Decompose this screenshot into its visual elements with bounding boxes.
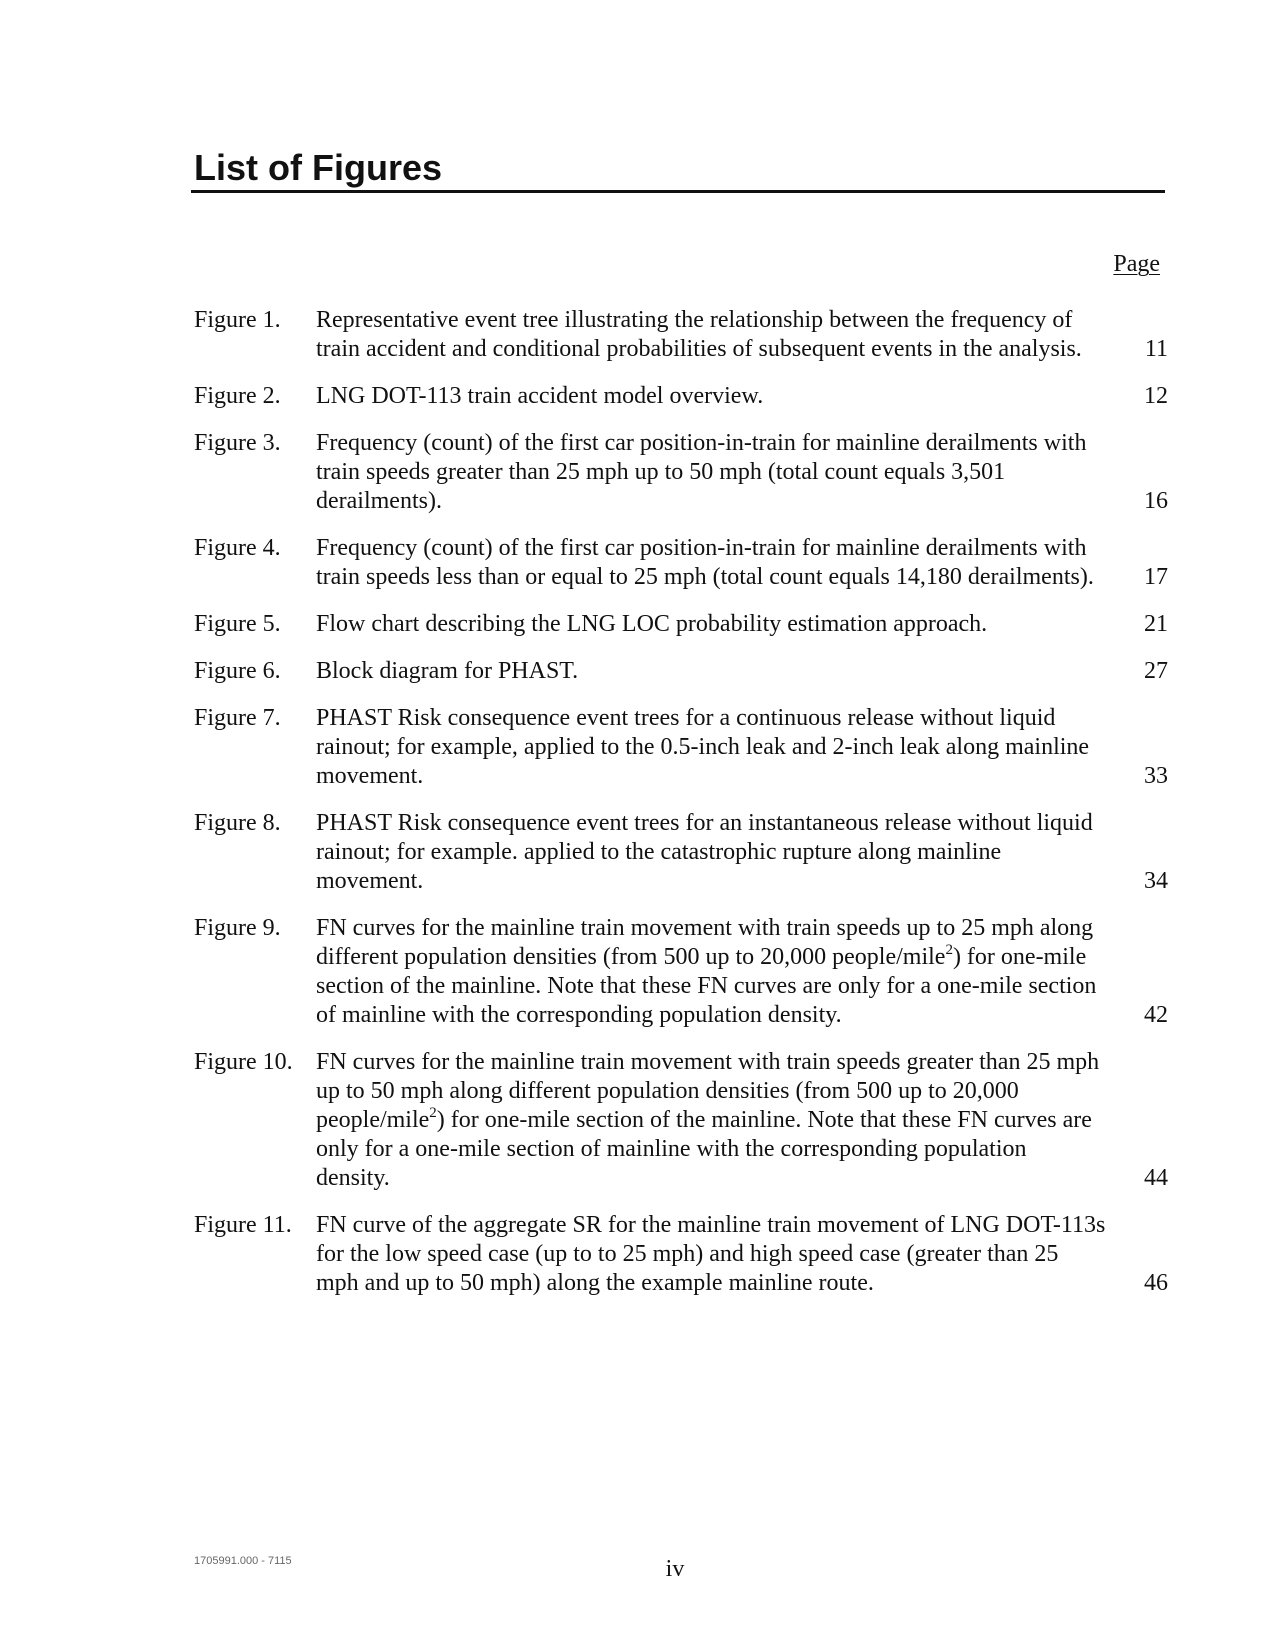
figure-page-number: 33 xyxy=(1144,763,1168,789)
caption-text: Frequency (count) of the first car position-in-train for mainline derailments with train speeds greater than 25 mph up to 50 mph (total count equals 3,501 derailments). xyxy=(316,430,1087,514)
caption-text: PHAST Risk consequence event trees for a continuous release without liquid rainout; for example, applied to the 0.5-inch leak and 2-inch leak along mainline movement. xyxy=(316,705,1090,789)
caption-text: ) for one-mile section of the mainline. Note that these FN curves are only for a one-mile section of mainline with the corresponding population density. xyxy=(316,944,1097,1028)
figure-caption xyxy=(316,1211,1106,1298)
figure-caption xyxy=(316,657,1106,686)
figure-label: Figure 11. xyxy=(194,1212,292,1238)
figure-page-number: 27 xyxy=(1144,658,1168,684)
figure-page-number: 12 xyxy=(1144,383,1168,409)
figure-page-number: 42 xyxy=(1144,1002,1168,1028)
figure-caption xyxy=(316,704,1106,791)
caption-text: Block diagram for PHAST. xyxy=(316,658,579,684)
figure-caption xyxy=(316,429,1106,516)
figure-page-number: 16 xyxy=(1144,488,1168,514)
figure-page-number: 34 xyxy=(1144,868,1168,894)
figure-caption xyxy=(316,809,1106,896)
figure-entry xyxy=(194,704,1174,791)
figure-page-number: 21 xyxy=(1144,611,1168,637)
figure-entry xyxy=(194,429,1174,516)
figure-entry xyxy=(194,809,1174,896)
figure-caption xyxy=(316,534,1106,592)
figure-caption xyxy=(316,306,1106,364)
figure-list xyxy=(194,306,1174,1316)
figure-caption xyxy=(316,610,1106,639)
figure-entry xyxy=(194,914,1174,1030)
caption-text: Frequency (count) of the first car position-in-train for mainline derailments with train speeds less than or equal to 25 mph (total count equals 14,180 derailments). xyxy=(316,535,1094,590)
figure-page-number: 17 xyxy=(1144,564,1168,590)
superscript: 2 xyxy=(429,1105,437,1121)
page-column-header: Page xyxy=(1113,251,1160,277)
figure-entry xyxy=(194,306,1174,364)
figure-caption xyxy=(316,1048,1106,1193)
figure-caption xyxy=(316,382,1106,411)
caption-text: Representative event tree illustrating the relationship between the frequency of train accident and conditional probabilities of subsequent events in the analysis. xyxy=(316,307,1082,362)
figure-label: Figure 8. xyxy=(194,810,281,836)
caption-text: PHAST Risk consequence event trees for an instantaneous release without liquid rainout; for example. applied to the catastrophic rupture along mainline movement. xyxy=(316,810,1093,894)
page-title: List of Figures xyxy=(194,147,443,188)
caption-text: ) for one-mile section of the mainline. Note that these FN curves are only for a one-mile section of mainline with the corresponding population density. xyxy=(316,1107,1092,1191)
figure-label: Figure 9. xyxy=(194,915,281,941)
figure-label: Figure 6. xyxy=(194,658,281,684)
figure-entry xyxy=(194,1048,1174,1193)
figure-label: Figure 4. xyxy=(194,535,281,561)
figure-page-number: 11 xyxy=(1144,336,1168,362)
caption-text: FN curves for the mainline train movement with train speeds greater than 25 mph up to 50 mph along different population densities (from 500 up to 20,000 people/mile xyxy=(316,1049,1100,1133)
document-id: 1705991.000 - 7115 xyxy=(194,1555,292,1567)
figure-entry xyxy=(194,1211,1174,1298)
title-underline-rule xyxy=(191,190,1165,193)
figure-entry xyxy=(194,610,1174,639)
page-number: iv xyxy=(665,1556,685,1582)
figure-label: Figure 2. xyxy=(194,383,281,409)
superscript: 2 xyxy=(945,942,953,958)
figure-entry xyxy=(194,657,1174,686)
caption-text: LNG DOT-113 train accident model overview. xyxy=(316,383,764,409)
figure-caption xyxy=(316,914,1106,1030)
figure-entry xyxy=(194,382,1174,411)
figure-label: Figure 5. xyxy=(194,611,281,637)
figure-label: Figure 1. xyxy=(194,307,281,333)
caption-text: FN curves for the mainline train movement with train speeds up to 25 mph along different population densities (from 500 up to 20,000 people/mile xyxy=(316,915,1094,970)
figure-label: Figure 10. xyxy=(194,1049,293,1075)
figure-label: Figure 3. xyxy=(194,430,281,456)
caption-text: Flow chart describing the LNG LOC probability estimation approach. xyxy=(316,611,988,637)
figure-page-number: 46 xyxy=(1144,1270,1168,1296)
figure-label: Figure 7. xyxy=(194,705,281,731)
figure-page-number: 44 xyxy=(1144,1165,1168,1191)
figure-entry xyxy=(194,534,1174,592)
caption-text: FN curve of the aggregate SR for the mainline train movement of LNG DOT-113s for the low speed case (up to to 25 mph) and high speed case (greater than 25 mph and up to 50 mph) along the example mainline route. xyxy=(316,1212,1106,1296)
